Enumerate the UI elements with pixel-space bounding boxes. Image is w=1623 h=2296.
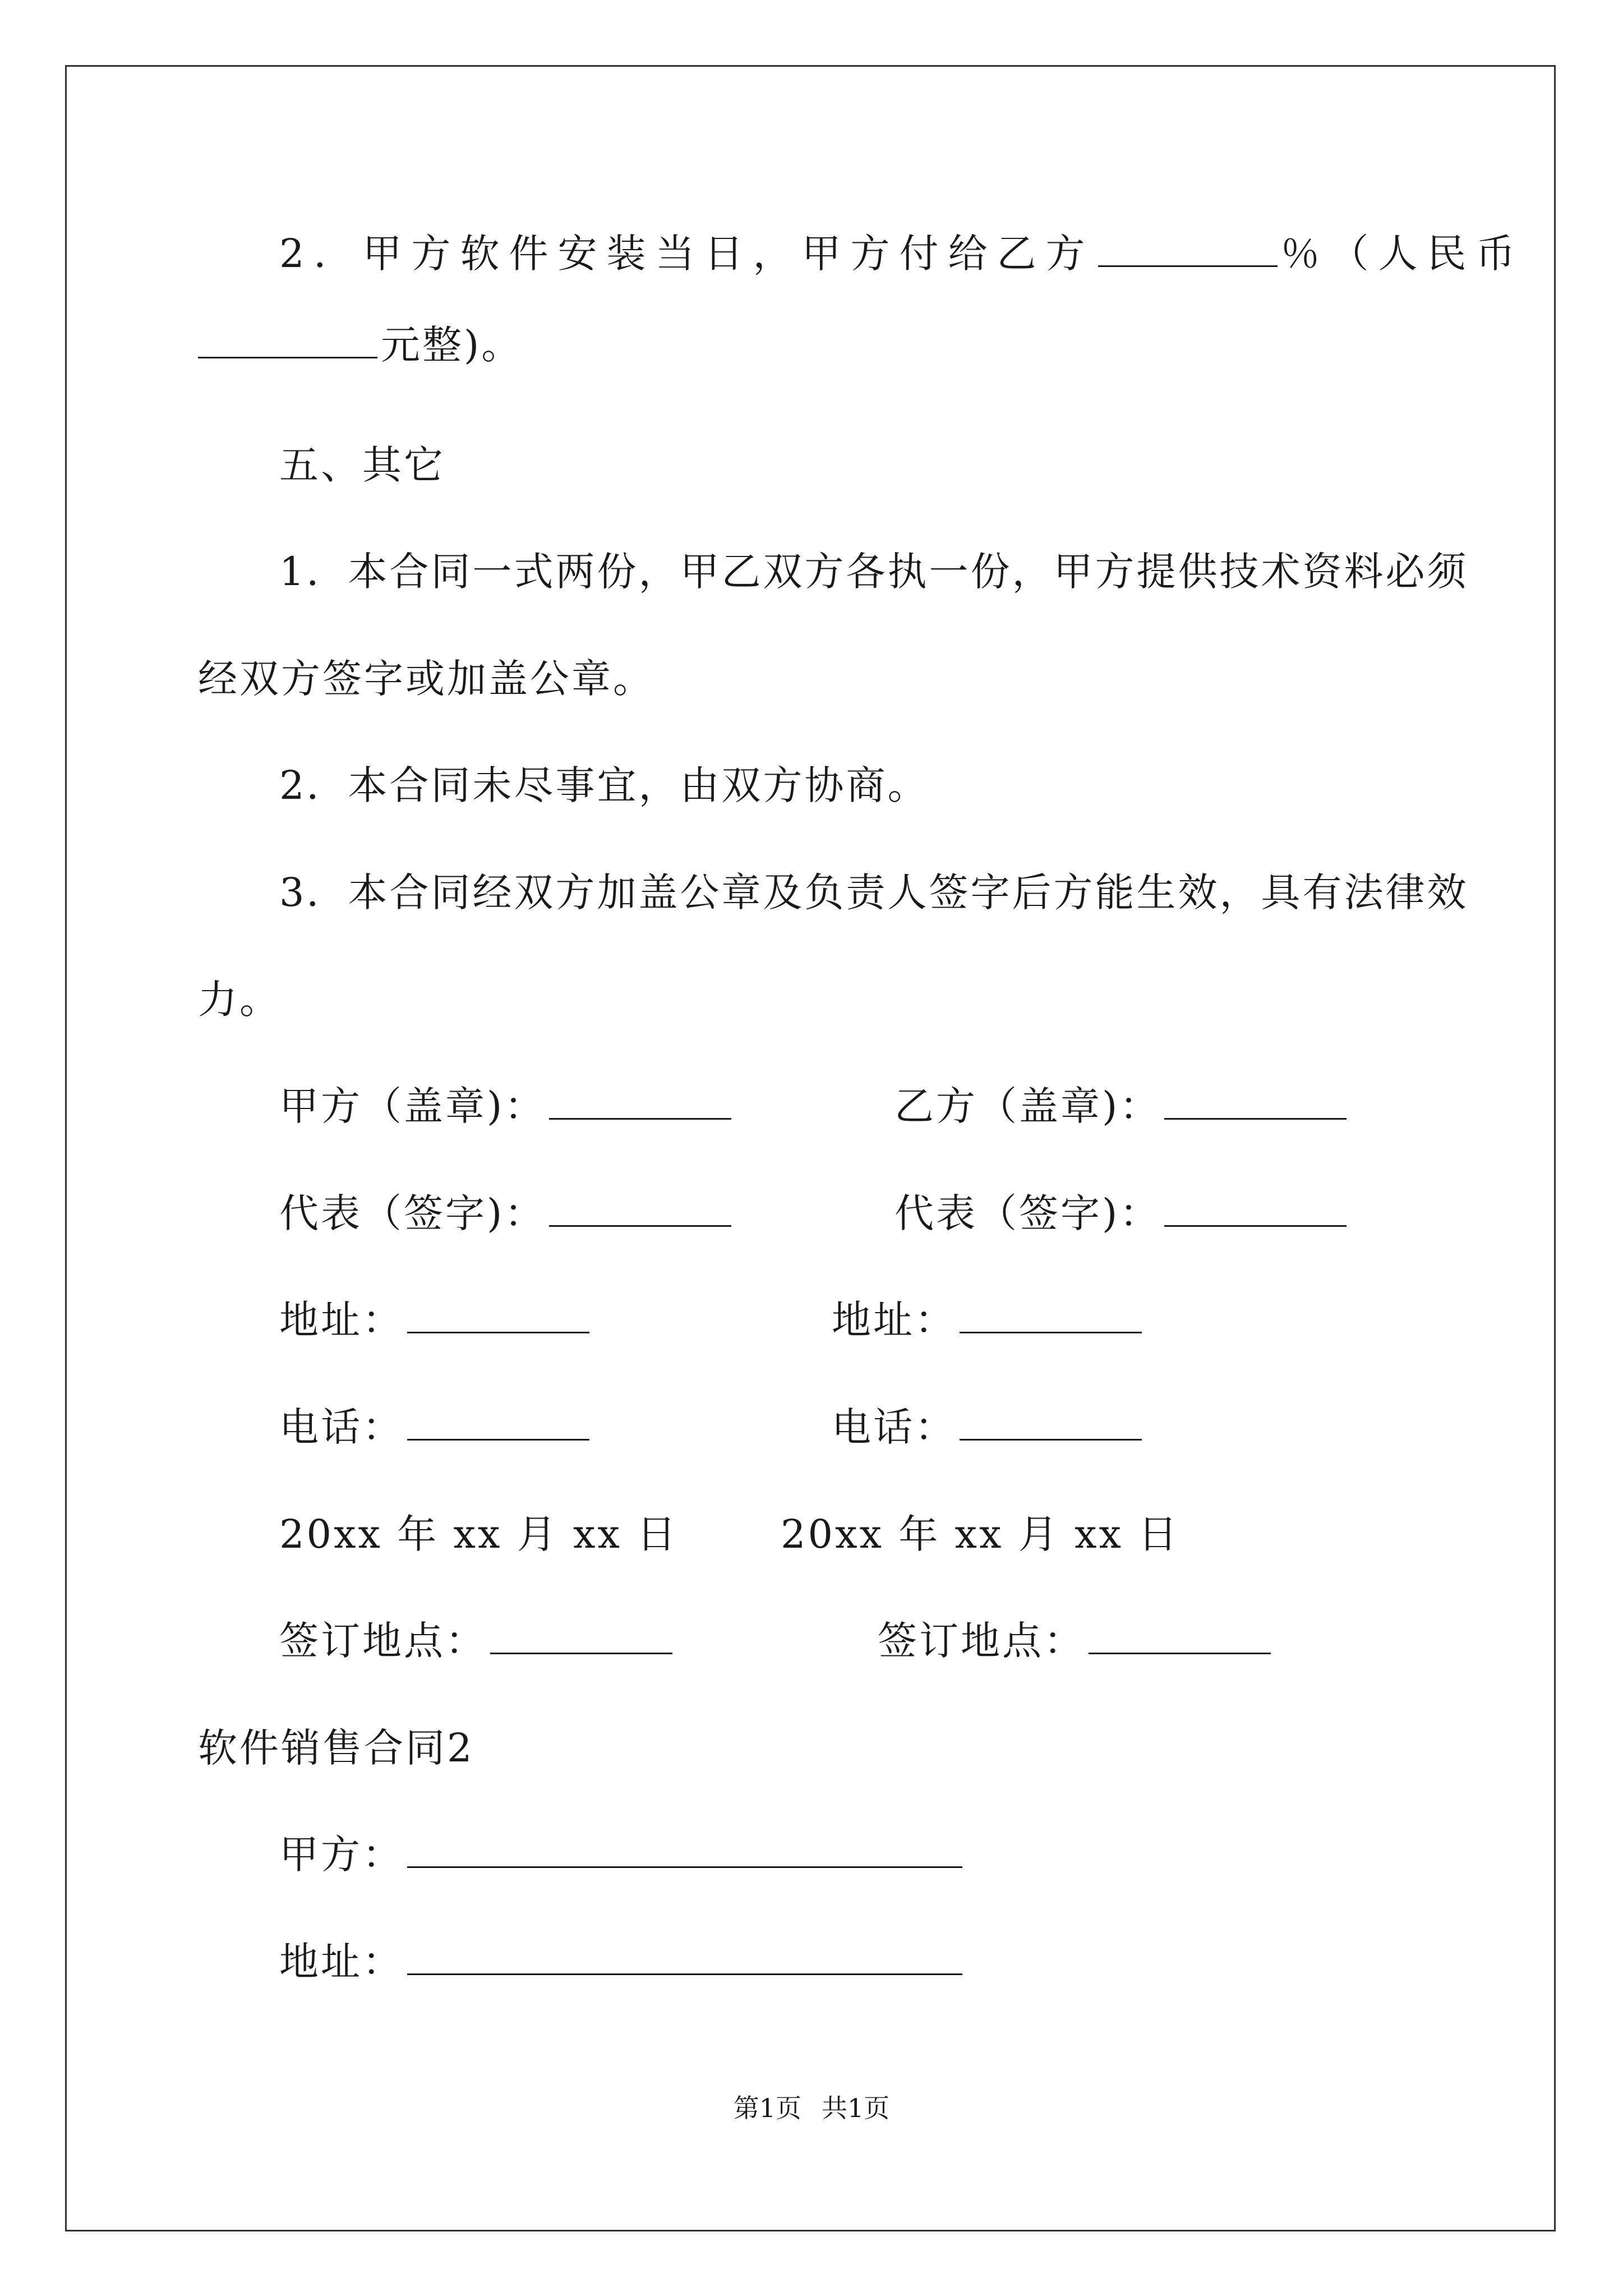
place-a-blank	[490, 1616, 672, 1654]
date-a: 20xx 年 xx 月 xx 日	[279, 1511, 679, 1557]
party-b-seal-label: 乙方（盖章)：	[895, 1083, 1161, 1129]
phone-b-blank	[960, 1402, 1142, 1441]
party-a-seal-row	[279, 1081, 735, 1131]
clause-3-line-2: 力。	[198, 977, 281, 1023]
phone-b-row	[832, 1402, 1145, 1452]
contract-2-party-a-label: 甲方：	[279, 1832, 404, 1878]
page-footer	[0, 2091, 1623, 2125]
party-b-seal-blank	[1164, 1081, 1347, 1120]
contract-2-party-a-blank	[407, 1829, 962, 1868]
page-border	[65, 65, 1556, 2231]
contract-2-address-row	[279, 1936, 966, 1987]
address-b-blank	[960, 1295, 1142, 1333]
rep-b-row	[895, 1188, 1350, 1239]
clause-1-line-1: 1．本合同一式两份，甲乙双方各执一份，甲方提供技术资料必须	[279, 549, 1469, 595]
place-b-row	[878, 1616, 1274, 1666]
contract-2-title: 软件销售合同2	[198, 1725, 474, 1771]
address-a-row	[279, 1295, 593, 1345]
page-number: 第1页	[733, 2093, 801, 2123]
date-b: 20xx 年 xx 月 xx 日	[781, 1511, 1180, 1557]
clause-3-line-1: 3．本合同经双方加盖公章及负责人签字后方能生效，具有法律效	[279, 869, 1469, 915]
place-b-blank	[1089, 1616, 1271, 1654]
phone-a-row	[279, 1402, 593, 1452]
item-payment-continuation	[198, 320, 523, 370]
address-a-blank	[407, 1295, 589, 1333]
place-b-label: 签订地点：	[878, 1618, 1085, 1664]
page-total: 共1页	[822, 2093, 890, 2123]
rep-b-label: 代表（签字)：	[895, 1190, 1161, 1236]
address-b-label: 地址：	[832, 1297, 956, 1343]
clause-1-line-2: 经双方签字或加盖公章。	[198, 656, 654, 702]
party-a-seal-blank	[549, 1081, 731, 1120]
contract-2-party-a-row	[279, 1829, 966, 1880]
contract-2-address-blank	[407, 1936, 962, 1975]
percent-blank	[1098, 228, 1278, 267]
phone-a-label: 电话：	[279, 1404, 404, 1450]
address-b-row	[832, 1295, 1145, 1345]
section-heading-other: 五、其它	[279, 442, 445, 488]
contract-2-address-label: 地址：	[279, 1939, 404, 1985]
party-a-seal-label: 甲方（盖章)：	[279, 1083, 546, 1129]
phone-b-label: 电话：	[832, 1404, 956, 1450]
clause-2: 2．本合同未尽事宜，由双方协商。	[279, 762, 929, 808]
rep-a-row	[279, 1188, 735, 1239]
amount-blank	[198, 320, 377, 358]
payment-text-after: ％（人民币	[1280, 231, 1525, 277]
place-a-row	[279, 1616, 676, 1666]
rep-a-label: 代表（签字)：	[279, 1190, 546, 1236]
rep-a-blank	[549, 1188, 731, 1227]
address-a-label: 地址：	[279, 1297, 404, 1343]
place-a-label: 签订地点：	[279, 1618, 487, 1664]
amount-unit-text: 元整)。	[381, 322, 523, 368]
payment-text: 2．甲方软件安装当日，甲方付给乙方	[279, 231, 1095, 277]
rep-b-blank	[1164, 1188, 1347, 1227]
item-payment-installation	[279, 228, 1525, 279]
party-b-seal-row	[895, 1081, 1350, 1131]
phone-a-blank	[407, 1402, 589, 1441]
